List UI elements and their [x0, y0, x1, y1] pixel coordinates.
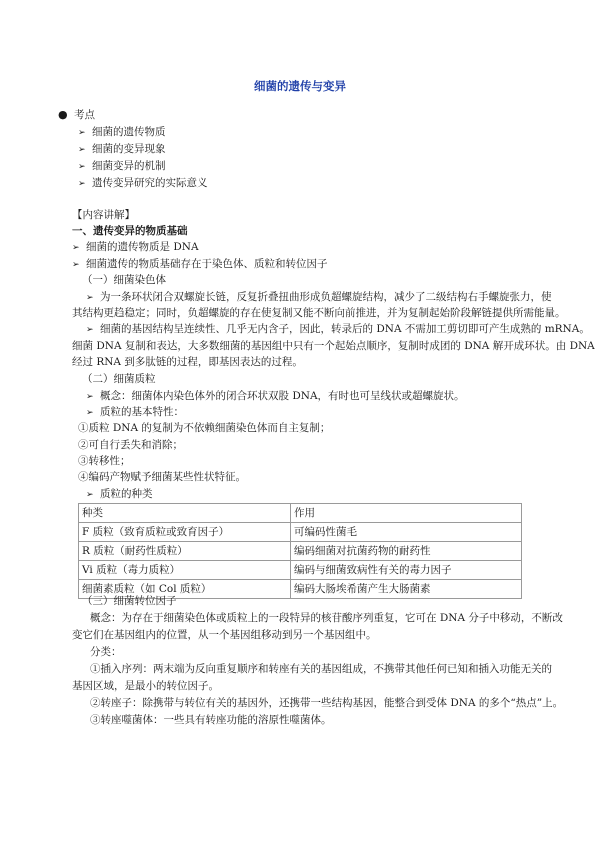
arrow-bullet-icon: ➢ — [86, 392, 94, 402]
table-row — [79, 542, 522, 561]
transposon-concept-line: 概念：为存在于细菌染色体或质粒上的一段特异的核苷酸序列重复，它可在 DNA 分子中移动，不断改 — [90, 612, 563, 624]
table-header-row — [79, 504, 522, 523]
exam-point-item: ➢ 遗传变异研究的实际意义 — [78, 177, 208, 189]
page-title: 细菌的遗传与变异 — [254, 79, 346, 93]
table-cell: 细菌素质粒（如 Col 质粒） — [79, 580, 291, 599]
transposon-class-line: ③转座噬菌体：一些具有转座功能的溶原性噬菌体。 — [90, 714, 332, 726]
table-row — [79, 561, 522, 580]
chromosome-paragraph-line: ➢ 细菌的基因结构呈连续性、几乎无内含子，因此，转录后的 DNA 不需加工剪切即可产生成熟的 mRNA。 — [86, 323, 590, 335]
chromosome-paragraph-line: ➢ 为一条环状闭合双螺旋长链，反复折叠扭曲形成负超螺旋结构，减少了二级结构右手螺旋张力，使 — [86, 291, 552, 303]
plasmid-types-table — [78, 503, 522, 599]
plasmid-prop: ②可自行丢失和消除； — [78, 439, 183, 451]
table-row — [79, 523, 522, 542]
table-cell: F 质粒（致育质粒或致育因子） — [79, 523, 291, 542]
bullet-dot-icon: ● — [58, 108, 68, 121]
transposon-concept-line: 变它们在基因组内的位置，从一个基因组移动到另一个基因组中。 — [72, 629, 377, 641]
section1-heading: 一、遗传变异的物质基础 — [72, 225, 188, 237]
arrow-bullet-icon: ➢ — [78, 128, 86, 138]
content-label: 【内容讲解】 — [72, 209, 135, 221]
arrow-bullet-icon: ➢ — [86, 408, 94, 418]
transposon-heading: （三）细菌转位因子 — [82, 595, 177, 607]
plasmid-types-heading: ➢ 质粒的种类 — [86, 488, 153, 500]
arrow-bullet-icon: ➢ — [72, 243, 80, 253]
chromosome-paragraph-line: 其结构更趋稳定；同时，负超螺旋的存在使复制又能不断向前推进，并为复制起始阶段解链提供所需能量。 — [72, 307, 566, 319]
exam-points-heading: ● 考点 — [58, 108, 95, 121]
table-header-cell: 种类 — [79, 504, 291, 523]
table-cell: 编码细菌对抗菌药物的耐药性 — [291, 542, 522, 561]
table-header-cell: 作用 — [291, 504, 522, 523]
chromosome-paragraph-line: 经过 RNA 到多肽链的过程，即基因表达的过程。 — [72, 356, 303, 368]
table-cell: 编码与细菌致病性有关的毒力因子 — [291, 561, 522, 580]
exam-point-item: ➢ 细菌的遗传物质 — [78, 126, 166, 138]
transposon-class-line: 基因区域，是最小的转位因子。 — [72, 680, 219, 692]
transposon-class-line: ②转座子：除携带与转位有关的基因外，还携带一些结构基因，能整合到受体 DNA 的多个“热点”上。 — [90, 697, 564, 709]
section1-bullet: ➢ 细菌遗传的物质基础存在于染色体、质粒和转位因子 — [72, 258, 328, 270]
transposon-class-label: 分类： — [90, 646, 122, 658]
table-cell: 编码大肠埃希菌产生大肠菌素 — [291, 580, 522, 599]
plasmid-heading: （二）细菌质粒 — [82, 373, 156, 385]
arrow-bullet-icon: ➢ — [86, 325, 94, 335]
plasmid-prop: ④编码产物赋予细菌某些性状特征。 — [78, 471, 246, 483]
chromosome-paragraph-line: 细菌 DNA 复制和表达，大多数细菌的基因组中只有一个起始点顺序，复制时成团的 DNA 解开成环状。由 DNA — [72, 340, 595, 352]
table-cell: Vi 质粒（毒力质粒） — [79, 561, 291, 580]
arrow-bullet-icon: ➢ — [86, 293, 94, 303]
arrow-bullet-icon: ➢ — [86, 490, 94, 500]
section1-bullet: ➢ 细菌的遗传物质是 DNA — [72, 241, 199, 253]
transposon-class-line: ①插入序列：两末端为反向重复顺序和转座有关的基因组成，不携带其他任何已知和插入功能无关的 — [90, 663, 552, 675]
plasmid-concept: ➢ 概念：细菌体内染色体外的闭合环状双股 DNA，有时也可呈线状或超螺旋状。 — [86, 390, 465, 402]
plasmid-prop: ③转移性； — [78, 455, 131, 467]
arrow-bullet-icon: ➢ — [72, 260, 80, 270]
plasmid-prop: ①质粒 DNA 的复制为不依赖细菌染色体而自主复制； — [78, 422, 331, 434]
table-cell: R 质粒（耐药性质粒） — [79, 542, 291, 561]
exam-point-item: ➢ 细菌的变异现象 — [78, 143, 166, 155]
arrow-bullet-icon: ➢ — [78, 145, 86, 155]
exam-point-item: ➢ 细菌变异的机制 — [78, 160, 166, 172]
chromosome-heading: （一）细菌染色体 — [82, 274, 166, 286]
plasmid-props-heading: ➢ 质粒的基本特性： — [86, 406, 184, 418]
arrow-bullet-icon: ➢ — [78, 162, 86, 172]
table-cell: 可编码性菌毛 — [291, 523, 522, 542]
arrow-bullet-icon: ➢ — [78, 179, 86, 189]
